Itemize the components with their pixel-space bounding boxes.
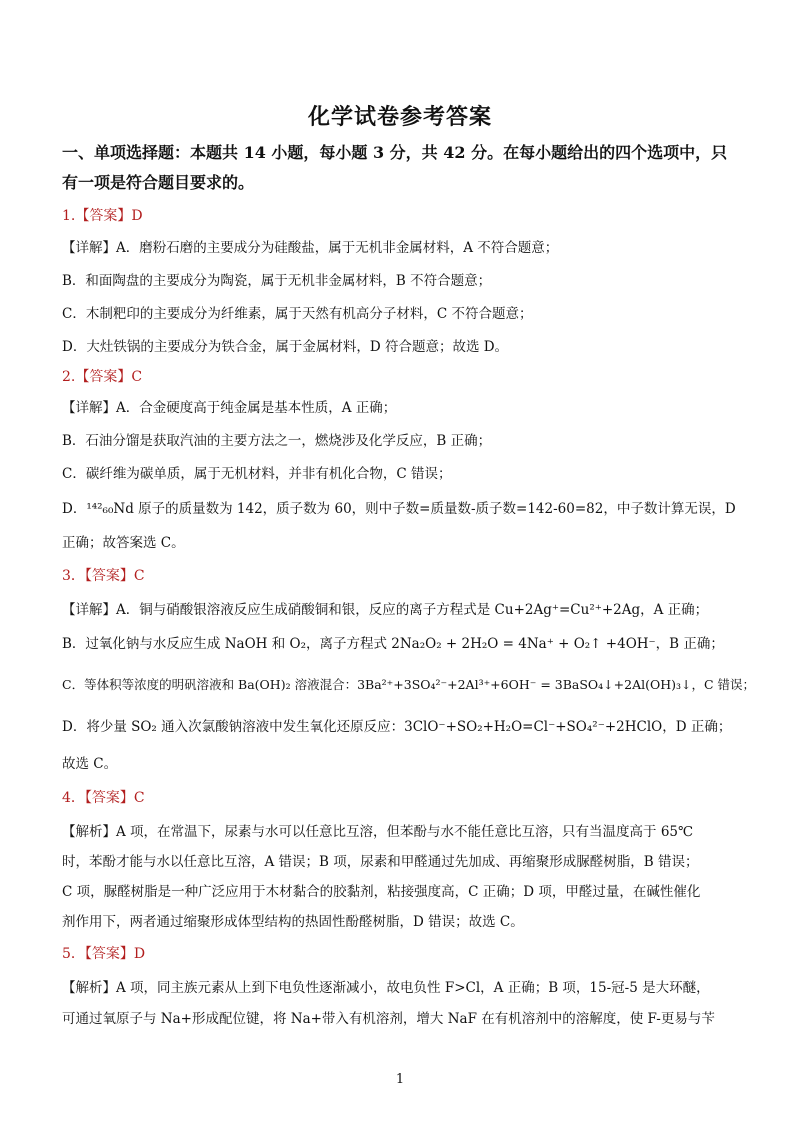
section-heading-line-1: 一、单项选择题：本题共 14 小题，每小题 3 分，共 42 分。在每小题给出的四个选项中，只	[62, 143, 728, 162]
q1-line: D．大灶铁锅的主要成分为铁合金，属于金属材料，D 符合题意；故选 D。	[62, 339, 509, 355]
q4-line: 时，苯酚才能与水以任意比互溶，A 错误；B 项，尿素和甲醛通过先加成、再缩聚形成脲醛树脂，B 错误；	[62, 854, 699, 870]
page-title: 化学试卷参考答案	[307, 104, 492, 130]
section-heading-line-2: 有一项是符合题目要求的。	[62, 173, 255, 192]
q4-line: 【解析】A 项，在常温下，尿素与水可以任意比互溶，但苯酚与水不能任意比互溶，只有当温度高于 65℃	[62, 824, 694, 840]
q2-line: 正确；故答案选 C。	[62, 535, 185, 551]
q3-line: B．过氧化钠与水反应生成 NaOH 和 O₂，离子方程式 2Na₂O₂ + 2H₂O = 4Na⁺ + O₂↑ +4OH⁻，B 正确；	[62, 636, 724, 652]
q2-line: 【详解】A．合金硬度高于纯金属是基本性质，A 正确；	[62, 400, 397, 416]
q3-line: D．将少量 SO₂ 通入次氯酸钠溶液中发生氧化还原反应：3ClO⁻+SO₂+H₂O=Cl⁻+SO₄²⁻+2HClO，D 正确；	[62, 719, 732, 735]
q1-line: B．和面陶盘的主要成分为陶瓷，属于无机非金属材料，B 不符合题意；	[62, 273, 492, 289]
q2-line: B．石油分馏是获取汽油的主要方法之一，燃烧涉及化学反应，B 正确；	[62, 433, 492, 449]
q3-line: 故选 C。	[62, 756, 118, 772]
q4-answer: 4．【答案】C	[62, 790, 145, 806]
q1-answer: 1.【答案】D	[62, 208, 143, 224]
q1-line: C．木制粑印的主要成分为纤维素，属于天然有机高分子材料，C 不符合题意；	[62, 306, 533, 322]
q1-line: 【详解】A．磨粉石磨的主要成分为硅酸盐，属于无机非金属材料，A 不符合题意；	[62, 240, 559, 256]
q4-line: C 项，脲醛树脂是一种广泛应用于木材黏合的胶黏剂，粘接强度高，C 正确；D 项，甲醛过量，在碱性催化	[62, 884, 701, 900]
q3-line: C．等体积等浓度的明矾溶液和 Ba(OH)₂ 溶液混合：3Ba²⁺+3SO₄²⁻+2Al³⁺+6OH⁻ = 3BaSO₄↓+2Al(OH)₃↓，C 错误；	[62, 677, 756, 692]
q3-line: 【详解】A．铜与硝酸银溶液反应生成硝酸铜和银，反应的离子方程式是 Cu+2Ag⁺=Cu²⁺+2Ag，A 正确；	[62, 602, 709, 618]
q5-line: 可通过氧原子与 Na+形成配位键，将 Na+带入有机溶剂，增大 NaF 在有机溶剂中的溶解度，使 F-更易与苄	[62, 1011, 715, 1027]
q5-answer: 5．【答案】D	[62, 946, 146, 962]
q2-line: C．碳纤维为碳单质，属于无机材料，并非有机化合物，C 错误；	[62, 466, 452, 482]
q2-line: D．¹⁴²₆₀Nd 原子的质量数为 142，质子数为 60，则中子数=质量数-质子数=142-60=82，中子数计算无误，D	[62, 501, 736, 517]
q5-line: 【解析】A 项，同主族元素从上到下电负性逐渐减小，故电负性 F>Cl，A 正确；B 项，15-冠-5 是大环醚，	[62, 980, 710, 996]
q3-answer: 3．【答案】C	[62, 568, 145, 584]
q2-answer: 2.【答案】C	[62, 369, 143, 385]
page-number: 1	[395, 1072, 405, 1087]
q4-line: 剂作用下，两者通过缩聚形成体型结构的热固性酚醛树脂，D 错误；故选 C。	[62, 914, 524, 930]
